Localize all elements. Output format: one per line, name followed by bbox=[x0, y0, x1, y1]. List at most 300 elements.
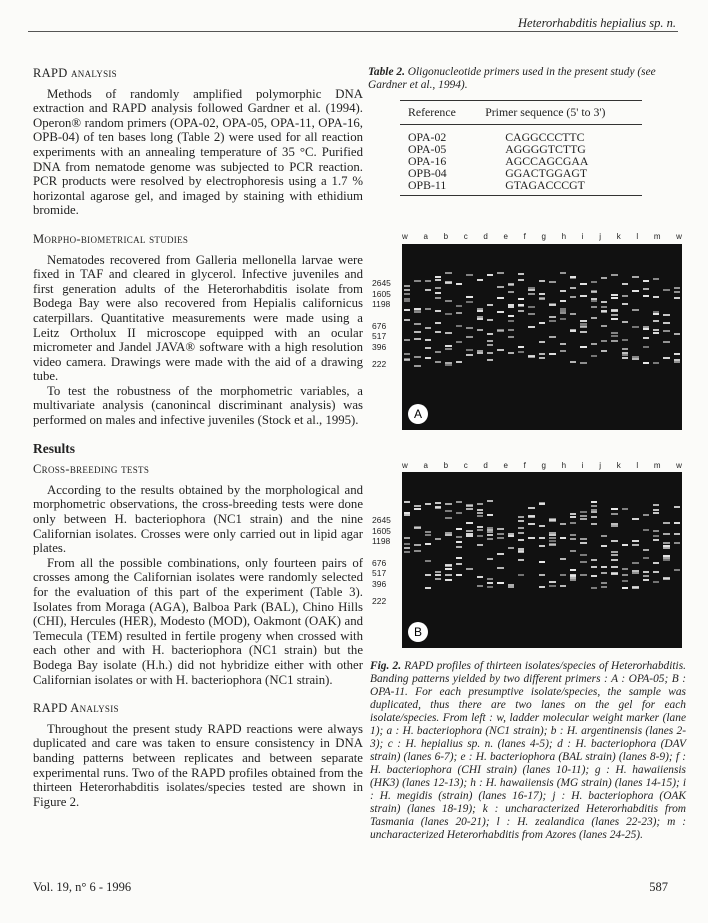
gel-band bbox=[425, 347, 431, 349]
gel-band bbox=[580, 283, 586, 285]
gel-band bbox=[456, 536, 462, 538]
lane-labels-a bbox=[402, 232, 682, 241]
gel-band bbox=[601, 572, 607, 574]
gel-band bbox=[653, 329, 659, 331]
gel-band bbox=[570, 522, 576, 524]
gel-band bbox=[445, 332, 451, 334]
table-row bbox=[400, 179, 642, 196]
gel-band bbox=[674, 533, 680, 535]
gel-band bbox=[601, 566, 607, 568]
primer-ref: OPA-02 bbox=[408, 130, 447, 144]
gel-band bbox=[518, 304, 524, 306]
gel-band bbox=[404, 353, 410, 355]
gel-band bbox=[570, 513, 576, 515]
gel-band bbox=[570, 313, 576, 315]
gel-band bbox=[653, 278, 659, 280]
lane-label: l bbox=[636, 232, 639, 241]
gel-band bbox=[591, 343, 597, 345]
gel-band bbox=[518, 574, 524, 576]
gel-band bbox=[674, 291, 680, 293]
gel-band bbox=[487, 527, 493, 529]
gel-band bbox=[508, 291, 514, 293]
lane-label: g bbox=[541, 461, 546, 470]
gel-band bbox=[611, 314, 617, 316]
gel-band bbox=[466, 349, 472, 351]
gel-band bbox=[445, 574, 451, 576]
gel-band bbox=[487, 304, 493, 306]
gel-band bbox=[477, 509, 483, 511]
gel-band bbox=[643, 579, 649, 581]
gel-band bbox=[663, 547, 669, 549]
gel-band bbox=[404, 551, 410, 553]
gel-band bbox=[622, 352, 628, 354]
gel-band bbox=[580, 511, 586, 513]
gel-band bbox=[518, 550, 524, 552]
gel-band bbox=[643, 514, 649, 516]
gel-band bbox=[580, 574, 586, 576]
gel-band bbox=[632, 326, 638, 328]
marker-size-label: 1198 bbox=[372, 536, 391, 546]
gel-band bbox=[414, 508, 420, 510]
lane-label: d bbox=[483, 461, 488, 470]
gel-band bbox=[601, 586, 607, 588]
primer-ref: OPA-05 bbox=[408, 142, 447, 156]
gel-band bbox=[570, 569, 576, 571]
gel-band bbox=[456, 541, 462, 543]
lane-label: w bbox=[676, 232, 682, 241]
gel-band bbox=[622, 295, 628, 297]
gel-band bbox=[425, 357, 431, 359]
gel-band bbox=[487, 586, 493, 588]
marker-size-label: 396 bbox=[372, 341, 387, 352]
gel-band bbox=[528, 515, 534, 517]
table-label: Table 2. bbox=[368, 66, 405, 78]
gel-band bbox=[632, 570, 638, 572]
gel-band bbox=[435, 310, 441, 312]
gel-band bbox=[570, 361, 576, 363]
gel-band bbox=[643, 337, 649, 339]
gel-band bbox=[456, 563, 462, 565]
gel-band bbox=[549, 519, 555, 521]
gel-band bbox=[653, 539, 659, 541]
gel-band bbox=[632, 309, 638, 311]
gel-band bbox=[487, 352, 493, 354]
gel-band bbox=[653, 313, 659, 315]
gel-band bbox=[674, 506, 680, 508]
gel-band bbox=[508, 320, 514, 322]
gel-band bbox=[611, 508, 617, 510]
gel-band bbox=[611, 318, 617, 320]
gel-band bbox=[601, 340, 607, 342]
gel-band bbox=[643, 328, 649, 330]
gel-band bbox=[663, 289, 669, 291]
gel-band bbox=[477, 352, 483, 354]
gel-band bbox=[570, 516, 576, 518]
gel-band bbox=[404, 359, 410, 361]
gel-band bbox=[425, 280, 431, 282]
gel-band bbox=[643, 529, 649, 531]
gel-band bbox=[611, 566, 617, 568]
gel-band bbox=[435, 331, 441, 333]
gel-band bbox=[580, 362, 586, 364]
morpho-paragraph-2: To test the robustness of the morphometric variables, a multivariate analysis (canonincal discriminant analysis) was performed on males and infective juveniles (Stock et al., 1995). bbox=[33, 383, 363, 428]
gel-band bbox=[404, 289, 410, 291]
gel-band bbox=[445, 510, 451, 512]
gel-band bbox=[674, 359, 680, 361]
gel-band bbox=[456, 574, 462, 576]
gel-band bbox=[622, 354, 628, 356]
gel-band bbox=[653, 562, 659, 564]
gel-band bbox=[518, 351, 524, 353]
gel-band bbox=[539, 357, 545, 359]
gel-band bbox=[477, 515, 483, 517]
gel-band bbox=[643, 571, 649, 573]
marker-size-label: 222 bbox=[372, 359, 387, 369]
gel-band bbox=[611, 513, 617, 515]
gel-band bbox=[518, 527, 524, 529]
gel-band bbox=[560, 290, 566, 292]
marker-size-label: 2645 bbox=[372, 515, 391, 525]
gel-band bbox=[611, 340, 617, 342]
gel-band bbox=[404, 537, 410, 539]
gel-band bbox=[549, 320, 555, 322]
gel-band bbox=[580, 346, 586, 348]
gel-band bbox=[487, 531, 493, 533]
gel-band bbox=[663, 533, 669, 535]
gel-band bbox=[643, 362, 649, 364]
gel-band bbox=[601, 325, 607, 327]
gel-band bbox=[622, 574, 628, 576]
gel-band bbox=[414, 527, 420, 529]
morpho-paragraph-1: Nematodes recovered from Galleria mellonella larvae were fixed in TAF and cleared in glycerol. Infective juveniles and first generation adults of the Heterorhabditis isolate from Bodega Bay were also recovered from Hepialis californicus caterpillars. Quantitative measurements were made using a Leitz Ortholux II microscope equipped with an ocular micrometer and Jandel JAVA® software with a high resolution video camera. Drawings were made with the aid of a drawing tube. bbox=[33, 252, 363, 384]
gel-band bbox=[653, 332, 659, 334]
gel-band bbox=[560, 312, 566, 314]
gel-band bbox=[445, 272, 451, 274]
gel-band bbox=[528, 537, 534, 539]
lane-label: c bbox=[463, 461, 468, 470]
gel-band bbox=[653, 362, 659, 364]
gel-band bbox=[632, 562, 638, 564]
lane-label: d bbox=[483, 232, 488, 241]
gel-band bbox=[477, 350, 483, 352]
gel-band bbox=[497, 349, 503, 351]
header-sequence: Primer sequence (5' to 3') bbox=[477, 101, 642, 125]
lane-label: k bbox=[616, 232, 621, 241]
gel-band bbox=[560, 574, 566, 576]
gel-band bbox=[570, 577, 576, 579]
gel-band bbox=[508, 315, 514, 317]
lane-label: f bbox=[523, 461, 526, 470]
gel-band bbox=[466, 568, 472, 570]
gel-band bbox=[497, 286, 503, 288]
gel-band bbox=[445, 517, 451, 519]
gel-band bbox=[570, 550, 576, 552]
gel-band bbox=[487, 514, 493, 516]
gel-band bbox=[508, 283, 514, 285]
gel-band bbox=[560, 523, 566, 525]
gel-band bbox=[663, 330, 669, 332]
gel-band bbox=[632, 276, 638, 278]
gel-band bbox=[528, 293, 534, 295]
gel-band bbox=[456, 312, 462, 314]
gel-band bbox=[643, 575, 649, 577]
gel-band bbox=[632, 544, 638, 546]
gel-band bbox=[528, 507, 534, 509]
gel-band bbox=[518, 310, 524, 312]
gel-band bbox=[611, 572, 617, 574]
cross-paragraph-2: From all the possible combinations, only fourteen pairs of crosses among the Californian isolates were randomly selected for the evaluation of this part of the experiment (Table 3). Isolates from Moraga (AGA), Balboa Park (BAL), Chino Hills (CHI), Hercules (HER), Modesto (MOD), Oakmont (OAK) and Temecula (TEM) resulted in fertile progeny when crossed with each other and with H. bacteriophora (NC1 strain) but the Bodega Bay isolate (H.h.) did not hybridize either with other Californian isolates or with H. bacteriophora (NC1 strain). bbox=[33, 555, 363, 687]
lane-label: w bbox=[676, 461, 682, 470]
marker-size-label: 676 bbox=[372, 557, 387, 568]
gel-band bbox=[591, 587, 597, 589]
gel-band bbox=[404, 339, 410, 341]
gel-image-a bbox=[402, 244, 682, 430]
gel-band bbox=[560, 585, 566, 587]
gel-band bbox=[518, 516, 524, 518]
gel-band bbox=[549, 537, 555, 539]
rapd-paragraph: Methods of randomly amplified polymorphic DNA extraction and RAPD analysis followed Gardner et al. (1994). Operon® random primers (OPA-02, OPA-05, OPA-11, OPA-16, OPB-04) of ten bases long (Table 2) were used for all reaction experiments with an annealing temperature of 35 °C. Purified DNA from nematode genome was subjected to PCR reaction. PCR products were resolved by electrophoresis using a 1.7 % horizontal agarose gel, and imaged by staining with ethidium bromide. bbox=[33, 86, 363, 218]
gel-band bbox=[445, 348, 451, 350]
gel-band bbox=[445, 345, 451, 347]
gel-band bbox=[611, 525, 617, 527]
lane-label: g bbox=[541, 232, 546, 241]
gel-band bbox=[414, 365, 420, 367]
primer-seq: GGACTGGAGT bbox=[505, 166, 588, 180]
gel-band bbox=[528, 326, 534, 328]
gel-band bbox=[518, 532, 524, 534]
gel-band bbox=[477, 535, 483, 537]
gel-band bbox=[611, 309, 617, 311]
gel-band bbox=[456, 283, 462, 285]
gel-band bbox=[601, 582, 607, 584]
gel-band bbox=[466, 508, 472, 510]
gel-band bbox=[425, 503, 431, 505]
gel-band bbox=[663, 522, 669, 524]
gel-band bbox=[674, 569, 680, 571]
gel-band bbox=[674, 522, 680, 524]
gel-band bbox=[466, 522, 472, 524]
gel-band bbox=[622, 357, 628, 359]
marker-size-label: 396 bbox=[372, 578, 387, 589]
gel-band bbox=[580, 518, 586, 520]
gel-band bbox=[549, 281, 555, 283]
gel-band bbox=[549, 532, 555, 534]
gel-band bbox=[425, 534, 431, 536]
gel-band bbox=[528, 313, 534, 315]
gel-band bbox=[591, 355, 597, 357]
page-number: 587 bbox=[649, 880, 668, 894]
gel-band bbox=[497, 537, 503, 539]
primer-ref: OPB-04 bbox=[408, 166, 447, 180]
gel-band bbox=[445, 503, 451, 505]
gel-band bbox=[591, 516, 597, 518]
gel-band bbox=[404, 309, 410, 311]
gel-band bbox=[591, 505, 597, 507]
gel-band bbox=[622, 568, 628, 570]
gel-band bbox=[622, 348, 628, 350]
gel-band bbox=[508, 535, 514, 537]
gel-band bbox=[518, 559, 524, 561]
gel-band bbox=[508, 336, 514, 338]
gel-band bbox=[539, 574, 545, 576]
gel-band bbox=[622, 321, 628, 323]
gel-band bbox=[456, 341, 462, 343]
gel-band bbox=[425, 560, 431, 562]
gel-band bbox=[518, 298, 524, 300]
gel-band bbox=[539, 561, 545, 563]
gel-band bbox=[663, 559, 669, 561]
gel-band bbox=[487, 500, 493, 502]
gel-band bbox=[549, 544, 555, 546]
primer-ref: OPB-11 bbox=[400, 179, 477, 196]
lane-label: h bbox=[561, 232, 567, 241]
gel-band bbox=[414, 323, 420, 325]
gel-band bbox=[487, 274, 493, 276]
gel-band bbox=[611, 559, 617, 561]
gel-band bbox=[445, 564, 451, 566]
gel-band bbox=[497, 311, 503, 313]
primer-seq: GTAGACCCGT bbox=[477, 179, 642, 196]
gel-band bbox=[622, 587, 628, 589]
gel-band bbox=[456, 557, 462, 559]
gel-band bbox=[570, 277, 576, 279]
gel-band bbox=[456, 305, 462, 307]
gel-band bbox=[445, 568, 451, 570]
gel-band bbox=[435, 292, 441, 294]
gel-band bbox=[477, 585, 483, 587]
gel-band bbox=[404, 285, 410, 287]
gel-band bbox=[435, 574, 441, 576]
primer-seq: AGGGGTCTTG bbox=[505, 142, 586, 156]
gel-band bbox=[477, 329, 483, 331]
gel-band bbox=[539, 502, 545, 504]
gel-band bbox=[414, 544, 420, 546]
gel-band bbox=[622, 303, 628, 305]
gel-band bbox=[456, 361, 462, 363]
gel-band bbox=[508, 586, 514, 588]
gel-band bbox=[487, 333, 493, 335]
gel-band bbox=[601, 350, 607, 352]
gel-band bbox=[653, 581, 659, 583]
lane-label: i bbox=[581, 461, 584, 470]
gel-band bbox=[539, 293, 545, 295]
lane-label: a bbox=[423, 232, 428, 241]
gel-band bbox=[528, 306, 534, 308]
gel-band bbox=[560, 537, 566, 539]
gel-band bbox=[632, 518, 638, 520]
gel-band bbox=[663, 542, 669, 544]
lane-label: e bbox=[503, 461, 508, 470]
gel-band bbox=[611, 332, 617, 334]
gel-band bbox=[632, 587, 638, 589]
gel-band bbox=[435, 287, 441, 289]
gel-band bbox=[508, 352, 514, 354]
gel-band bbox=[487, 319, 493, 321]
gel-band bbox=[497, 533, 503, 535]
left-column bbox=[33, 66, 363, 809]
gel-band bbox=[591, 298, 597, 300]
gel-band bbox=[549, 303, 555, 305]
marker-size-label: 676 bbox=[372, 320, 387, 331]
rapd-heading: RAPD analysis bbox=[33, 66, 117, 80]
gel-band bbox=[404, 514, 410, 516]
gel-band bbox=[611, 297, 617, 299]
gel-band bbox=[591, 511, 597, 513]
gel-band bbox=[663, 341, 669, 343]
gel-band bbox=[518, 346, 524, 348]
gel-band bbox=[611, 294, 617, 296]
gel-band bbox=[539, 341, 545, 343]
gel-band bbox=[445, 362, 451, 364]
lane-label: a bbox=[423, 461, 428, 470]
gel-band bbox=[570, 579, 576, 581]
gel-band bbox=[560, 272, 566, 274]
gel-band bbox=[466, 530, 472, 532]
gel-band bbox=[570, 296, 576, 298]
gel-band bbox=[591, 566, 597, 568]
cross-breeding-heading: Cross-breeding tests bbox=[33, 462, 150, 477]
gel-band bbox=[435, 506, 441, 508]
gel-band bbox=[508, 306, 514, 308]
gel-band bbox=[477, 526, 483, 528]
gel-band bbox=[570, 575, 576, 577]
lane-label: f bbox=[523, 232, 526, 241]
gel-band bbox=[653, 509, 659, 511]
gel-band bbox=[632, 358, 638, 360]
gel-band bbox=[414, 331, 420, 333]
gel-band bbox=[591, 559, 597, 561]
gel-band bbox=[580, 554, 586, 556]
figure-caption bbox=[370, 660, 686, 842]
gel-band bbox=[466, 354, 472, 356]
gel-band bbox=[580, 295, 586, 297]
gel-band bbox=[653, 535, 659, 537]
gel-band bbox=[487, 340, 493, 342]
gel-band bbox=[456, 512, 462, 514]
panel-label-b: B bbox=[408, 622, 428, 642]
lane-label: e bbox=[503, 232, 508, 241]
gel-band bbox=[632, 572, 638, 574]
gel-band bbox=[663, 577, 669, 579]
gel-band bbox=[466, 336, 472, 338]
gel-band bbox=[435, 322, 441, 324]
gel-band bbox=[580, 323, 586, 325]
gel-band bbox=[435, 276, 441, 278]
gel-band bbox=[674, 297, 680, 299]
gel-band bbox=[643, 288, 649, 290]
gel-band bbox=[466, 505, 472, 507]
gel-band bbox=[663, 314, 669, 316]
gel-band bbox=[414, 356, 420, 358]
gel-band bbox=[570, 330, 576, 332]
rapd-analysis-heading: RAPD Analysis bbox=[33, 701, 119, 716]
gel-band bbox=[435, 279, 441, 281]
gel-band bbox=[425, 289, 431, 291]
gel-band bbox=[643, 346, 649, 348]
footer-volume: Vol. 19, n° 6 - 1996 bbox=[33, 880, 132, 894]
gel-band bbox=[539, 537, 545, 539]
gel-band bbox=[497, 272, 503, 274]
table-row bbox=[400, 125, 642, 144]
gel-band bbox=[425, 308, 431, 310]
gel-band bbox=[549, 585, 555, 587]
marker-size-label: 1605 bbox=[372, 525, 391, 536]
gel-band bbox=[632, 540, 638, 542]
gel-band bbox=[549, 581, 555, 583]
gel-band bbox=[445, 281, 451, 283]
lane-label: k bbox=[616, 461, 621, 470]
running-head: Heterorhabditis hepialius sp. n. bbox=[518, 16, 676, 30]
